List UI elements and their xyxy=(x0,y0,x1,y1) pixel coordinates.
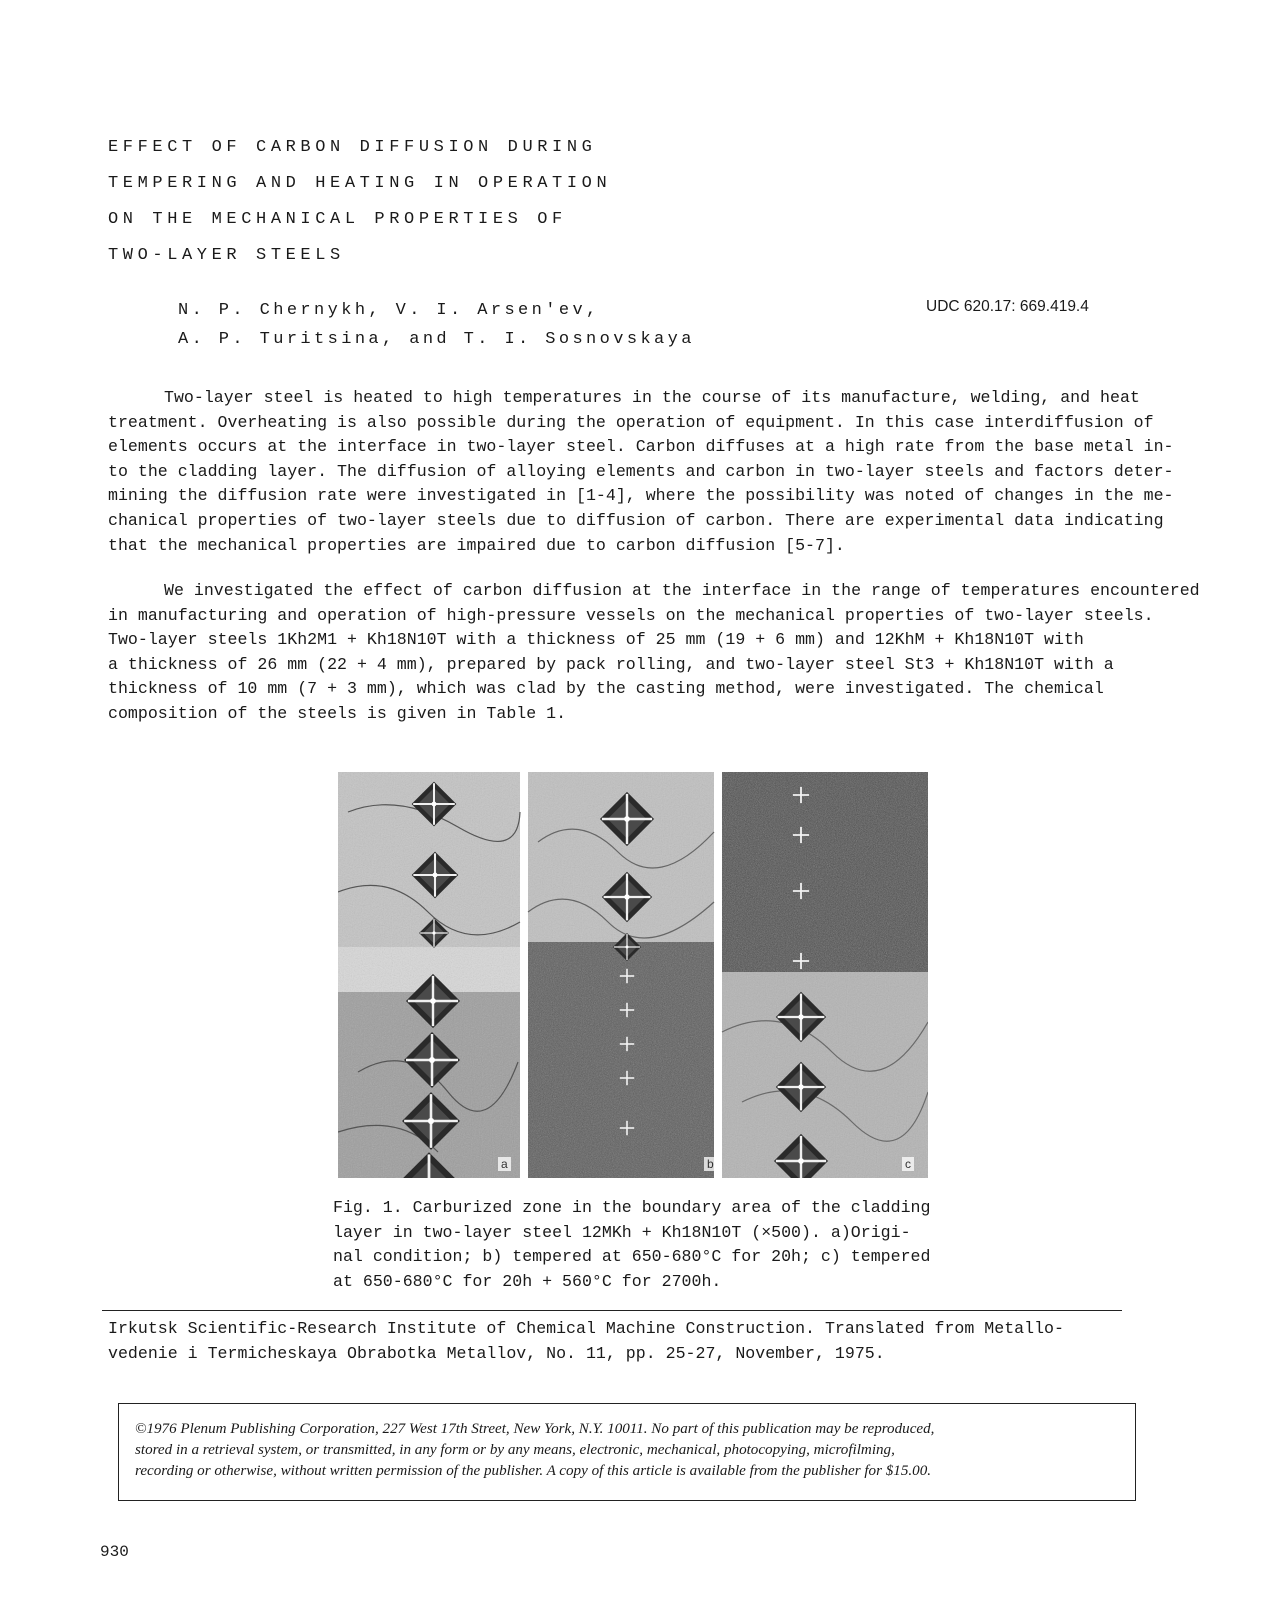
p2-line: Two-layer steels 1Kh2M1 + Kh18N10T with a thickness of 25 mm (19 + 6 mm) and 12KhM + Kh18N10T with xyxy=(108,630,1084,650)
p2-line: We investigated the effect of carbon diffusion at the interface in the range of temperatures encountered xyxy=(164,581,1200,600)
figure-caption xyxy=(333,1196,933,1294)
p2-line: in manufacturing and operation of high-pressure vessels on the mechanical properties of two-layer steels. xyxy=(108,605,1154,625)
copyright-line: recording or otherwise, without written permission of the publisher. A copy of this article is available from the publisher for $15.00. xyxy=(135,1463,932,1479)
panel-label-c: c xyxy=(902,1157,914,1171)
affiliation-line: vedenie i Termicheskaya Obrabotka Metallov, No. 11, pp. 25-27, November, 1975. xyxy=(108,1343,885,1363)
p1-line: that the mechanical properties are impaired due to carbon diffusion [5-7]. xyxy=(108,535,845,555)
affiliation-note xyxy=(108,1317,1064,1366)
title-line-2: TEMPERING AND HEATING IN OPERATION xyxy=(108,174,612,193)
caption-line: nal condition; b) tempered at 650-680°C for 20h; c) tempered xyxy=(333,1247,931,1267)
panel-label-a: a xyxy=(498,1157,511,1171)
title-line-3: ON THE MECHANICAL PROPERTIES OF xyxy=(108,210,567,229)
footnote-rule xyxy=(102,1310,1122,1311)
micrograph-panel-c xyxy=(722,772,928,1178)
p1-line: elements occurs at the interface in two-layer steel. Carbon diffuses at a high rate from the base metal in- xyxy=(108,437,1174,457)
copyright-line: stored in a retrieval system, or transmitted, in any form or by any means, electronic, mechanical, photocopying, microfilming, xyxy=(135,1442,895,1458)
authors xyxy=(178,296,695,354)
paragraph-1 xyxy=(108,386,1174,558)
title-line-1: EFFECT OF CARBON DIFFUSION DURING xyxy=(108,138,597,157)
p2-line: a thickness of 26 mm (22 + 4 mm), prepared by pack rolling, and two-layer steel St3 + Kh18N10T with a xyxy=(108,654,1114,674)
p1-line: to the cladding layer. The diffusion of alloying elements and carbon in two-layer steels and factors deter- xyxy=(108,461,1174,481)
copyright-line: ©1976 Plenum Publishing Corporation, 227 West 17th Street, New York, N.Y. 10011. No part of this publication may be reproduced, xyxy=(135,1421,935,1437)
micrograph-panel-b xyxy=(528,772,714,1178)
caption-line: at 650-680°C for 20h + 560°C for 2700h. xyxy=(333,1271,722,1291)
udc-code: UDC 620.17: 669.419.4 xyxy=(926,298,1089,315)
p1-line: treatment. Overheating is also possible during the operation of equipment. In this case interdiffusion of xyxy=(108,412,1154,432)
copyright-text xyxy=(135,1419,1121,1482)
p1-line: mining the diffusion rate were investigated in [1-4], where the possibility was noted of changes in the me- xyxy=(108,486,1174,506)
micrograph-panel-a xyxy=(338,772,520,1178)
authors-line-1: N. P. Chernykh, V. I. Arsen'ev, xyxy=(178,301,600,320)
authors-line-2: A. P. Turitsina, and T. I. Sosnovskaya xyxy=(178,330,695,349)
caption-line: Fig. 1. Carburized zone in the boundary area of the cladding xyxy=(333,1198,931,1217)
title-line-4: TWO-LAYER STEELS xyxy=(108,246,345,265)
affiliation-line: Irkutsk Scientific-Research Institute of Chemical Machine Construction. Translated from Metallo- xyxy=(108,1319,1064,1338)
paragraph-2 xyxy=(108,579,1200,727)
panel-label-b: b xyxy=(704,1157,717,1171)
copyright-box xyxy=(118,1403,1136,1501)
micrograph-panels xyxy=(338,772,928,1178)
caption-line: layer in two-layer steel 12MKh + Kh18N10T (×500). a)Origi- xyxy=(333,1222,911,1242)
p1-line: Two-layer steel is heated to high temperatures in the course of its manufacture, welding, and heat xyxy=(164,388,1140,407)
p2-line: composition of the steels is given in Table 1. xyxy=(108,703,567,723)
p1-line: chanical properties of two-layer steels due to diffusion of carbon. There are experimental data indicating xyxy=(108,510,1164,530)
figure-1 xyxy=(338,772,928,1178)
p2-line: thickness of 10 mm (7 + 3 mm), which was clad by the casting method, were investigated. The chemical xyxy=(108,679,1104,699)
page-number: 930 xyxy=(100,1543,129,1561)
